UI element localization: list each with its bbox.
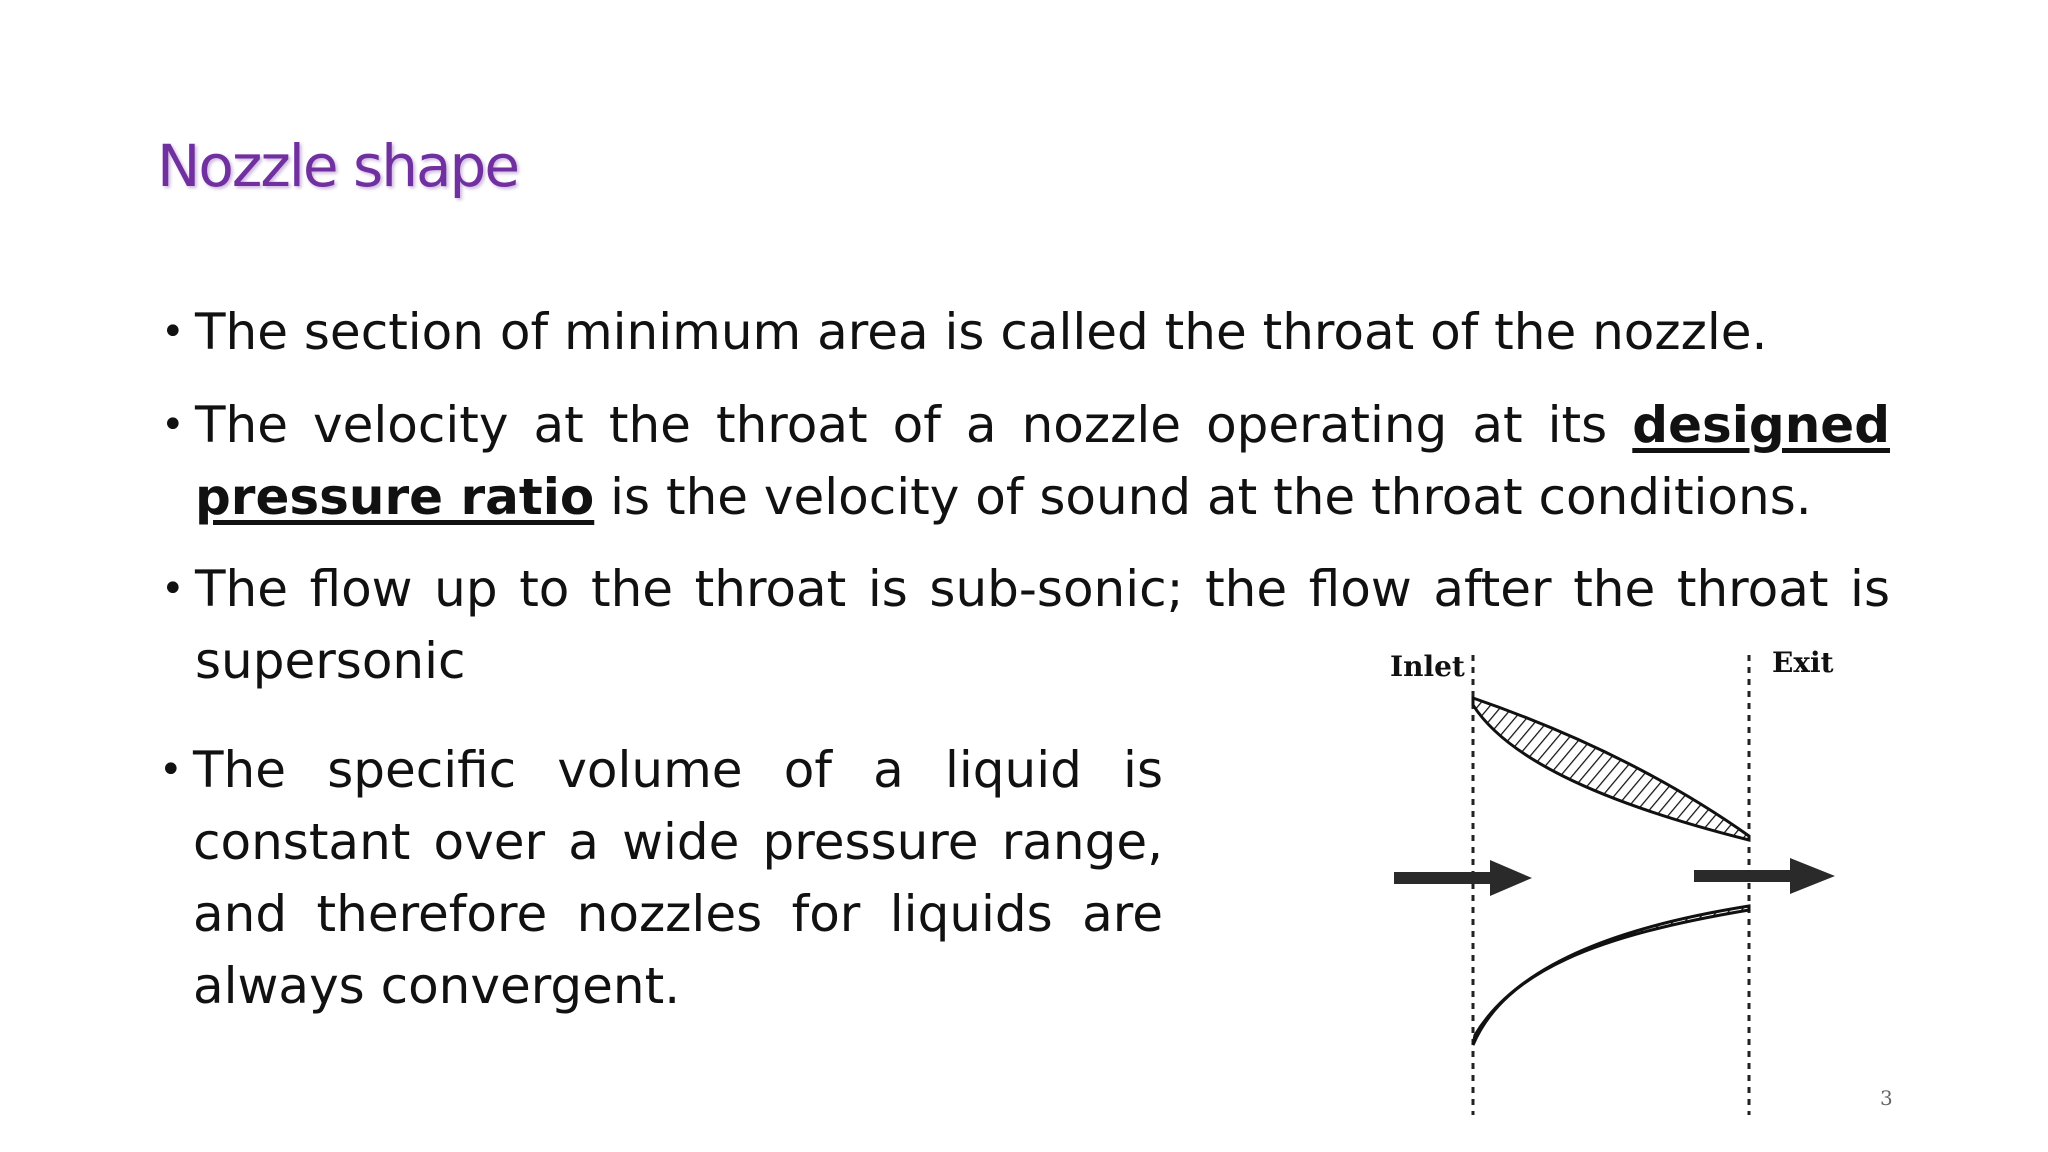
inlet-flow-arrow: [1394, 860, 1532, 896]
bullet-dot: •: [161, 309, 185, 355]
bullet-emphasis-designed-pressure-ratio: designed pressure ratio: [195, 396, 1890, 526]
exit-flow-arrow: [1694, 858, 1835, 894]
bullet-throat-velocity: [161, 389, 1890, 533]
bullet-text: The section of minimum area is called the throat of the nozzle.: [195, 303, 1768, 361]
bullet-dot: •: [161, 402, 185, 448]
upper-wall: [1473, 698, 1749, 840]
bullet-dot: •: [161, 566, 185, 612]
exit-label: Exit: [1772, 646, 1834, 679]
bullet-dot: •: [159, 747, 183, 793]
inlet-label: Inlet: [1390, 650, 1465, 683]
lower-wall: [1473, 906, 1749, 1045]
bullet-text: The flow up to the throat is sub-sonic; the flow after the throat is supersonic: [195, 560, 1890, 690]
nozzle-drawing: [1380, 640, 1860, 1120]
bullet-text-pre: The velocity at the throat of a nozzle operating at its: [195, 396, 1633, 454]
convergent-nozzle-diagram: [1380, 640, 1860, 1120]
bullet-liquid-nozzles: [159, 734, 1163, 1022]
bullet-text-post: is the velocity of sound at the throat conditions.: [594, 468, 1812, 526]
page-number: 3: [1880, 1086, 1893, 1110]
bullet-text: The specific volume of a liquid is constant over a wide pressure range, and therefore nozzles for liquids are always convergent.: [193, 741, 1163, 1015]
slide-title: Nozzle shape: [157, 132, 519, 200]
bullet-throat-definition: [161, 296, 1895, 368]
